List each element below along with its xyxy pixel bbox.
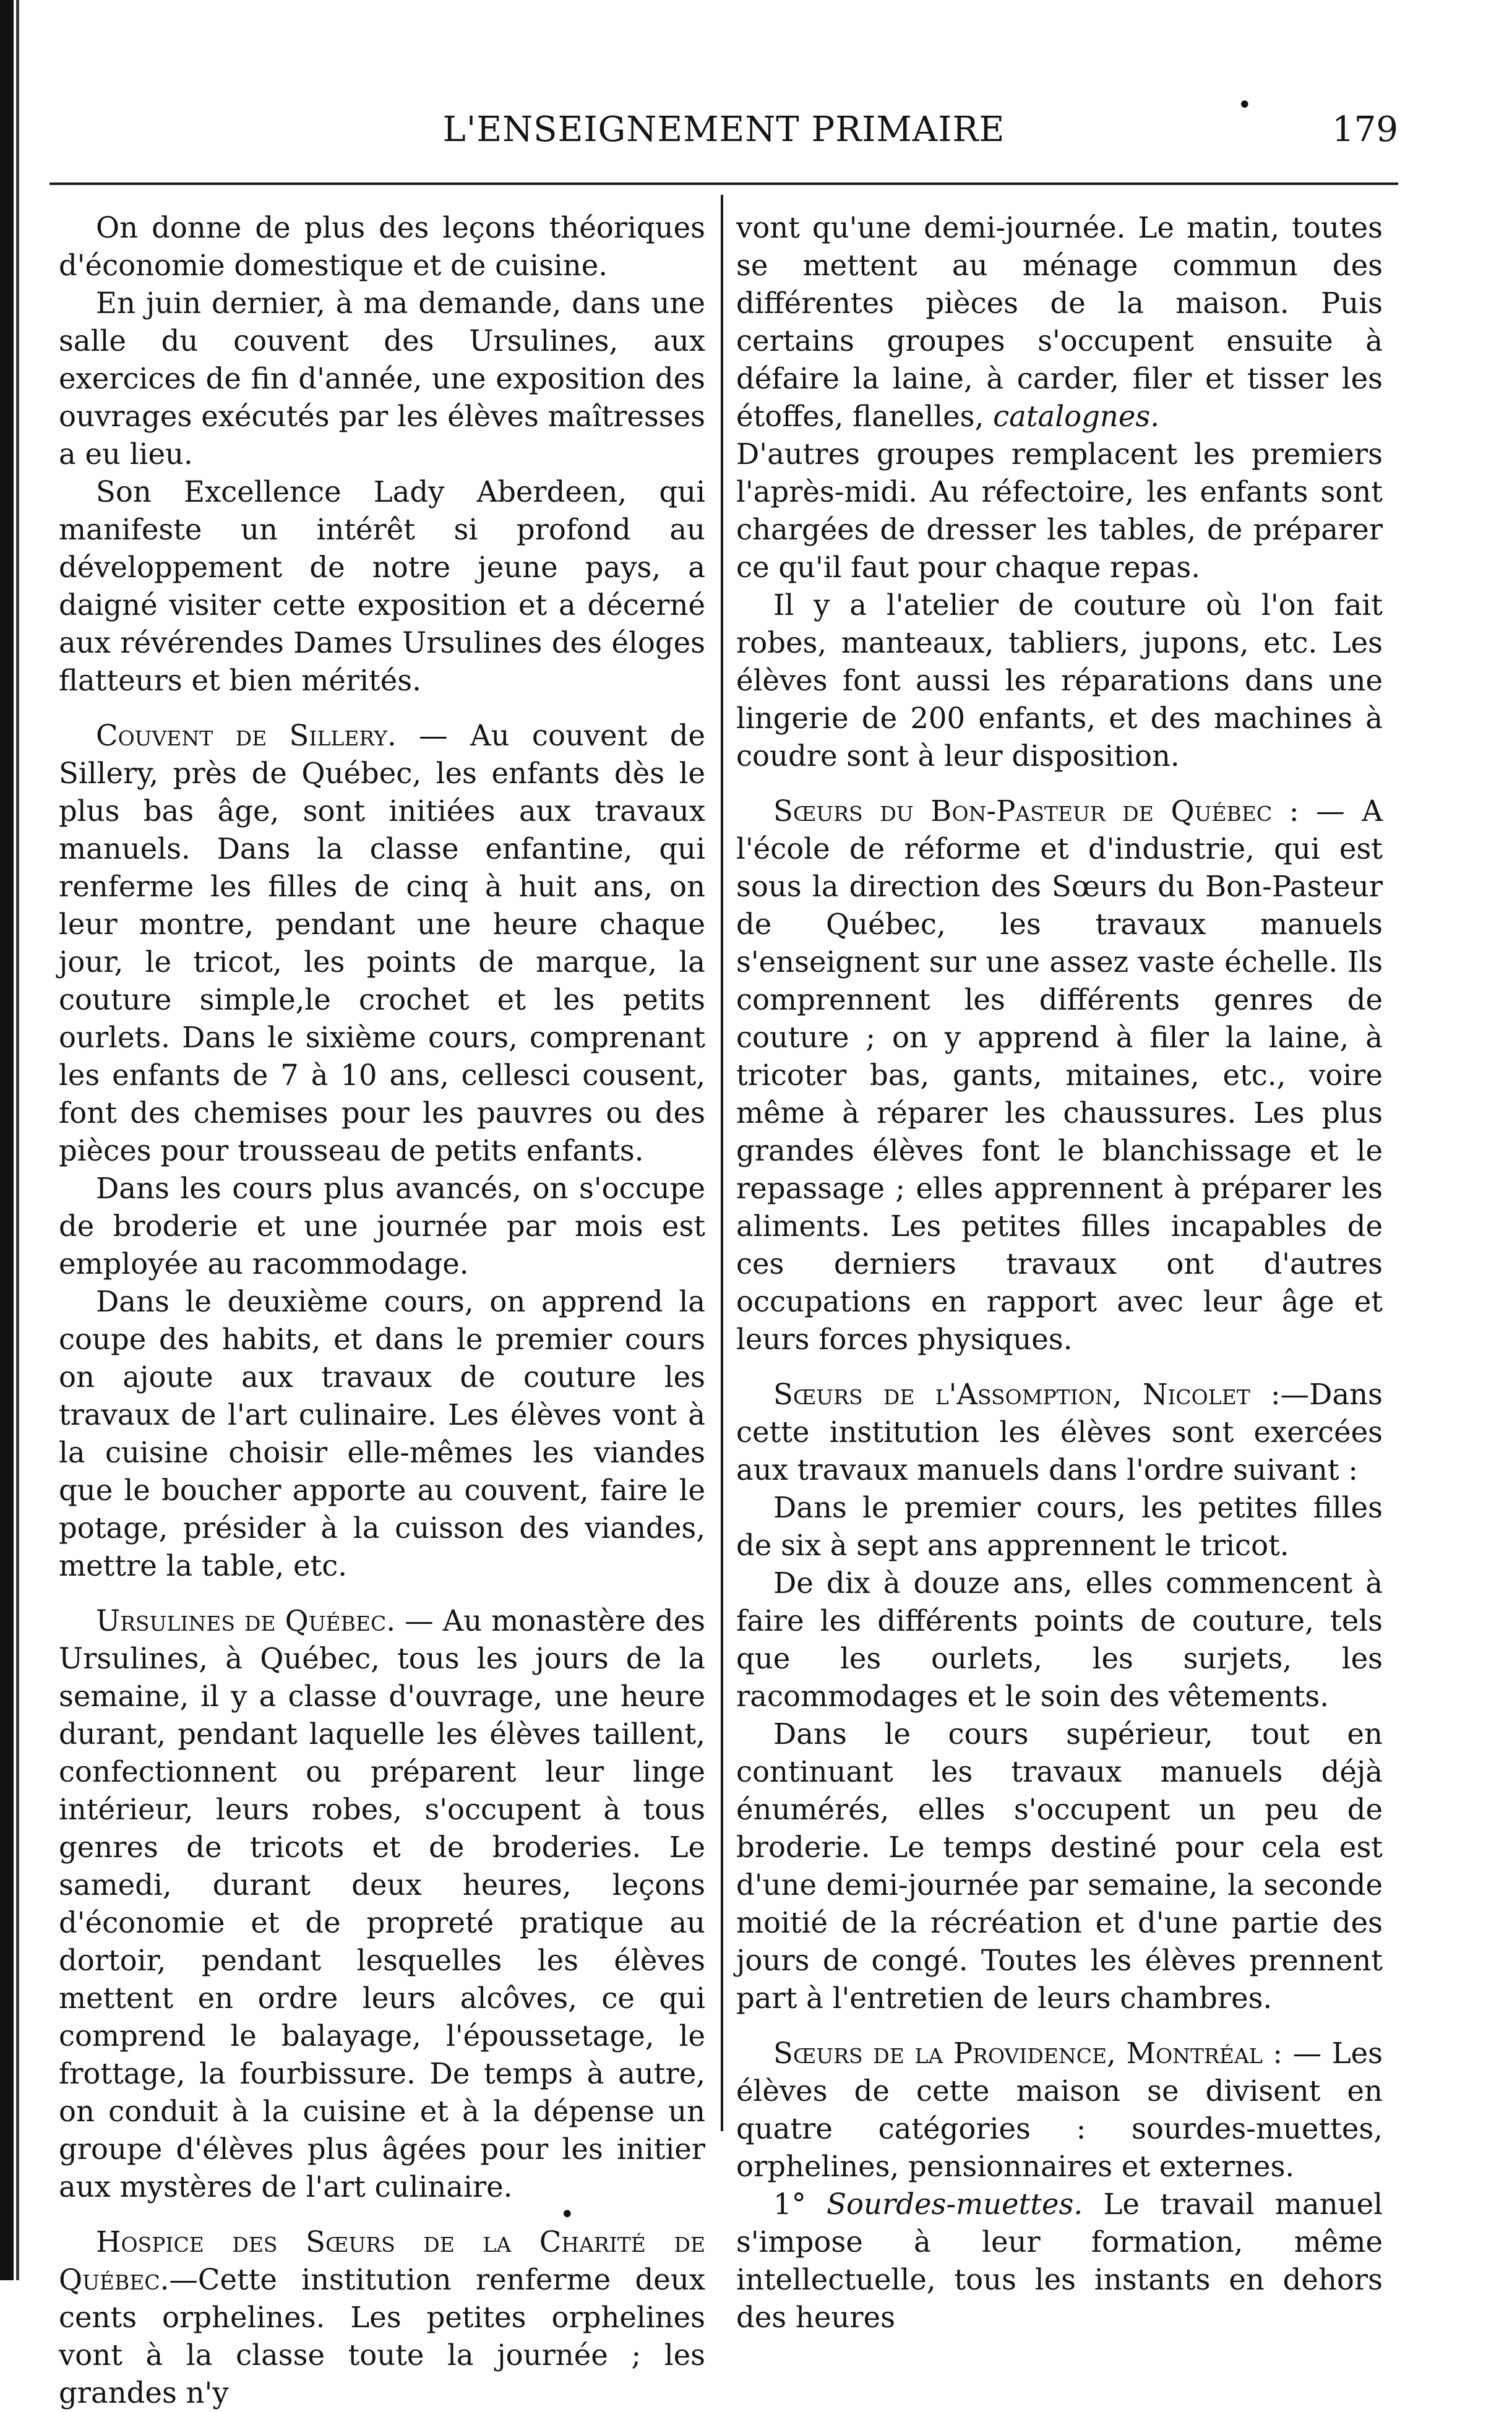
header-rule xyxy=(49,182,1398,185)
section-paragraph: Sœurs du Bon-Pasteur de Québec : — A l'école de réforme et d'industrie, qui est sous la direction des Sœurs du Bon-Pasteur de Québec, les travaux manuels s'enseignent sur une assez vaste échelle. Ils comprennent les différents genres de couture ; on y apprend à filer la laine, à tricoter bas, gants, mitaines, etc., voire même à réparer les chaussures. Les plus grandes élèves font le blanchissage et le repassage ; elles apprennent à préparer les aliments. Les petites filles incapables de ces derniers travaux ont d'autres occupations en rapport avec leur âge et leurs forces physiques. xyxy=(736,794,1383,1356)
page-header xyxy=(49,93,1398,148)
section-heading: Sœurs du Bon-Pasteur de Québec : — xyxy=(773,794,1362,828)
paragraph: En juin dernier, à ma demande, dans une salle du couvent des Ursulines, aux exercices de fin d'année, une exposition des ouvrages exécutés par les élèves maîtresses a eu lieu. xyxy=(59,286,705,471)
page-binding-edge xyxy=(0,0,14,2280)
section-heading: Sœurs de l'Assomption, Nicolet :— xyxy=(773,1378,1310,1411)
paragraph: Dans le cours supérieur, tout en continuant les travaux manuels déjà énumérés, elles s'occupent un peu de broderie. Le temps destiné pour cela est d'une demi-journée par semaine, la seconde moitié de la récréation et d'une partie des jours de congé. Toutes les élèves prennent part à l'entretien de leurs chambres. xyxy=(736,1717,1383,2015)
section-heading: Couvent de Sillery. — xyxy=(96,719,471,752)
section-paragraph: Ursulines de Québec. — Au monastère des Ursulines, à Québec, tous les jours de la semaine, il y a classe d'ouvrage, une heure durant, pendant laquelle les élèves taillent, confectionnent ou préparent leur linge intérieur, leurs robes, s'occupent à tous genres de tricots et de broderies. Le samedi, durant deux heures, leçons d'économie et de propreté pratique au dortoir, pendant lesquelles les élèves mettent en ordre leurs alcôves, ce qui comprend le balayage, l'époussetage, le frottage, la fourbissure. De temps à autre, on conduit à la cuisine et à la dépense un groupe d'élèves plus âgées pour les initier aux mystères de l'art culinaire. xyxy=(59,1604,705,2204)
paragraph: vont qu'une demi-journée. Le matin, toutes se mettent au ménage commun des différentes pièces de la maison. Puis certains groupes s'occupent ensuite à défaire la laine, à carder, filer et tisser les étoffes, flanelles, catalognes. xyxy=(736,211,1383,433)
left-column xyxy=(59,209,705,2412)
page-number: 179 xyxy=(1332,109,1398,150)
footer-dot: • xyxy=(560,2200,575,2229)
section-paragraph: Sœurs de la Providence, Montréal : — Les élèves de cette maison se divisent en quatre catégories : sourdes-muettes, orphelines, pensionnaires et externes. xyxy=(736,2036,1383,2183)
right-column xyxy=(736,209,1383,2337)
paragraph: 1° Sourdes-muettes. Le travail manuel s'impose à leur formation, même intellectuelle, tous les instants en dehors des heures xyxy=(736,2187,1383,2334)
section-paragraph: Sœurs de l'Assomption, Nicolet :—Dans cette institution les élèves sont exercées aux travaux manuels dans l'ordre suivant : xyxy=(736,1378,1383,1487)
section-heading: Sœurs de la Providence, Montréal : — xyxy=(773,2036,1332,2070)
paragraph: D'autres groupes remplacent les premiers l'après-midi. Au réfectoire, les enfants sont chargées de dresser les tables, de préparer ce qu'il faut pour chaque repas. xyxy=(736,437,1383,584)
section-paragraph: Hospice des Sœurs de la Charité de Québec.—Cette institution renferme deux cents orphelines. Les petites orphelines vont à la classe toute la journée ; les grandes n'y xyxy=(59,2225,705,2410)
paragraph: Dans les cours plus avancés, on s'occupe de broderie et une journée par mois est employée au racommodage. xyxy=(59,1172,705,1281)
paragraph: Dans le premier cours, les petites filles de six à sept ans apprennent le tricot. xyxy=(736,1491,1383,1562)
section-paragraph: Couvent de Sillery. — Au couvent de Sillery, près de Québec, les enfants dès le plus bas âge, sont initiées aux travaux manuels. Dans la classe enfantine, qui renferme les filles de cinq à huit ans, on leur montre, pendant une heure chaque jour, le tricot, les points de marque, la couture simple,le crochet et les petits ourlets. Dans le sixième cours, comprenant les enfants de 7 à 10 ans, cellesci cousent, font des chemises pour les pauvres ou des pièces pour trousseau de petits enfants. xyxy=(59,719,705,1167)
header-dot: • xyxy=(1237,91,1252,119)
paragraph: Il y a l'atelier de couture où l'on fait robes, manteaux, tabliers, jupons, etc. Les élèves font aussi les réparations dans une lingerie de 200 enfants, et des machines à coudre sont à leur disposition. xyxy=(736,588,1383,773)
section-heading: Hospice des Sœurs de la Charité de Québec.— xyxy=(59,2225,705,2296)
paragraph: On donne de plus des leçons théoriques d'économie domestique et de cuisine. xyxy=(59,211,705,282)
page-binding-shadow xyxy=(16,0,19,2280)
paragraph: De dix à douze ans, elles commencent à faire les différents points de couture, tels que les ourlets, les surjets, les racommodages et le soin des vêtements. xyxy=(736,1566,1383,1713)
running-title: L'ENSEIGNEMENT PRIMAIRE xyxy=(442,109,1005,150)
column-divider xyxy=(721,195,723,2131)
section-heading: Ursulines de Québec. — xyxy=(96,1604,443,1637)
paragraph: Dans le deuxième cours, on apprend la coupe des habits, et dans le premier cours on ajoute aux travaux de couture les travaux de l'art culinaire. Les élèves vont à la cuisine choisir elle-mêmes les viandes que le boucher apporte au couvent, faire le potage, présider à la cuisson des viandes, mettre la table, etc. xyxy=(59,1285,705,1582)
paragraph: Son Excellence Lady Aberdeen, qui manifeste un intérêt si profond au développement de notre jeune pays, a daigné visiter cette exposition et a décerné aux révérendes Dames Ursulines des éloges flatteurs et bien mérités. xyxy=(59,475,705,697)
